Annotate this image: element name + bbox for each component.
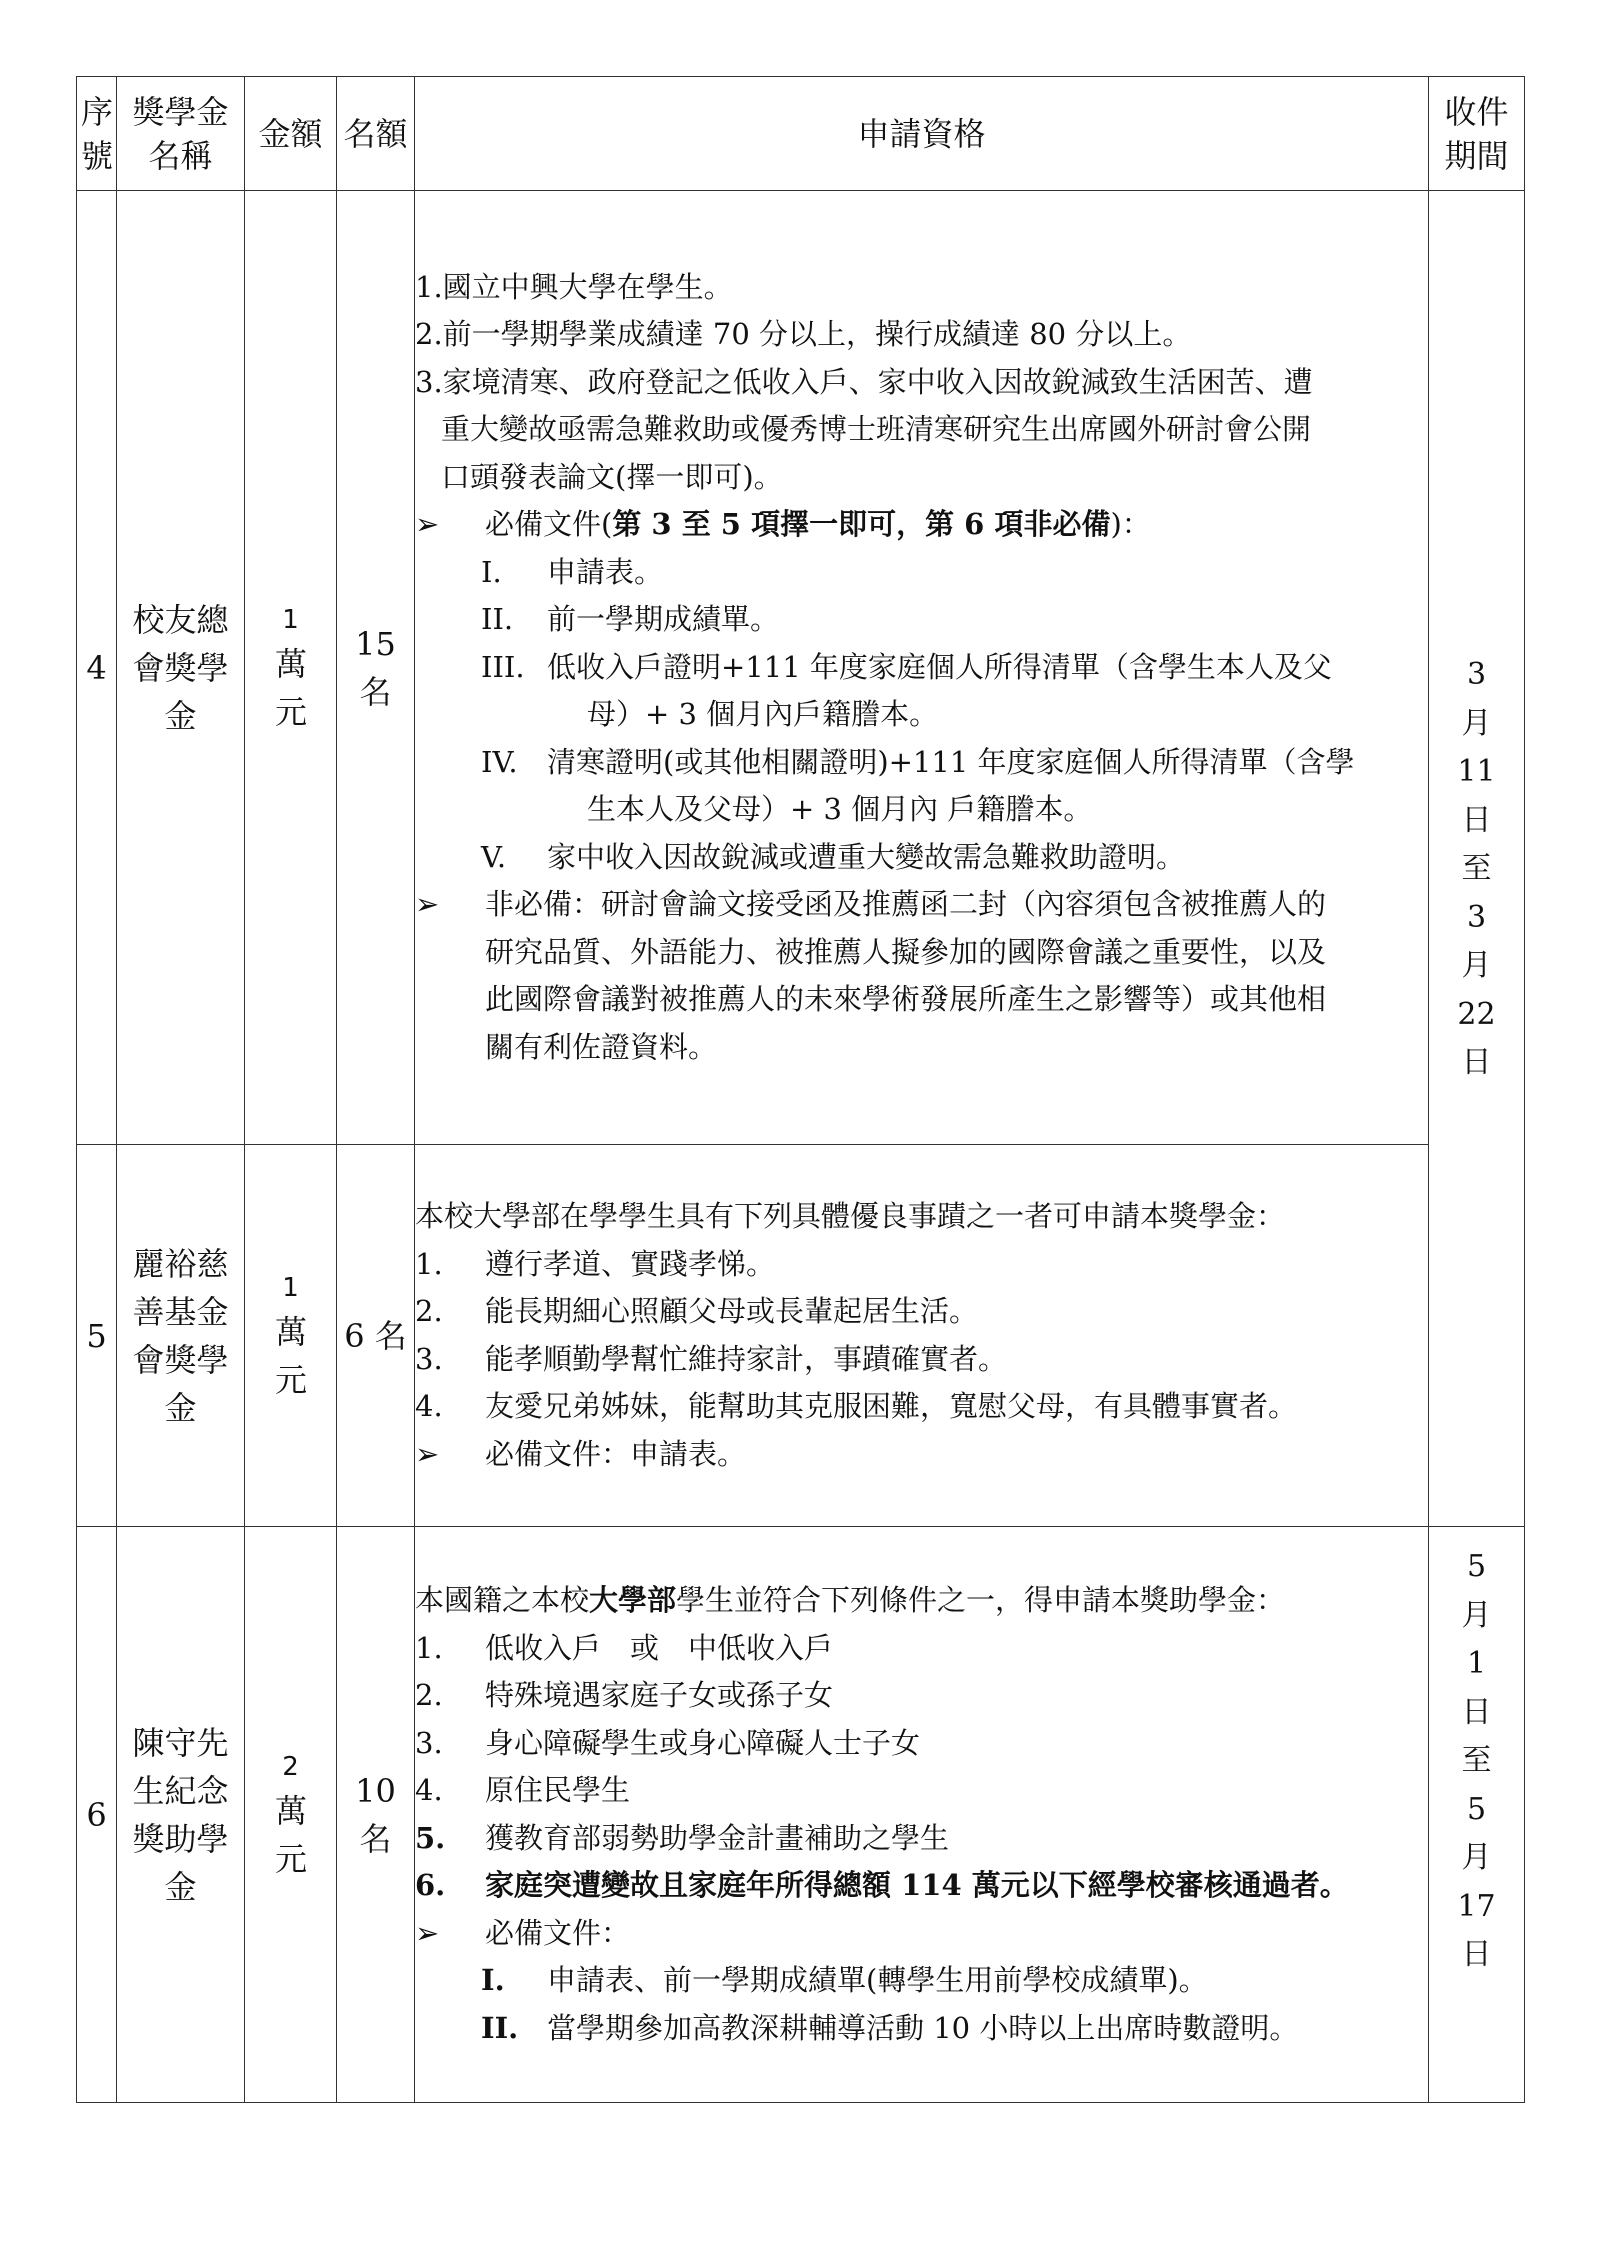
qual-line: 1.國立中興大學在學生。 [415,269,733,304]
optional-docs-line: ➢ 非必備：研討會論文接受函及推薦函二封（內容須包含被推薦人的 [415,881,1428,929]
optional-docs-line: 關有利佐證資料。 [485,1029,718,1064]
qualification-cell [415,1527,1429,2103]
scholarship-name: 麗裕慈善基金會獎學金 [117,1145,245,1527]
list-item: 6. 家庭突遭變故且家庭年所得總額 114 萬元以下經學校審核通過者。 [415,1868,1349,1902]
header-seq: 序號 [77,77,117,191]
list-item-cont: 母）+ 3 個月內戶籍謄本。 [587,697,939,732]
scholarship-name: 校友總會獎學金 [117,191,245,1145]
amount-unit: 萬元 [275,1791,308,1878]
list-item: II. 前一學期成績單。 [481,602,780,637]
optional-docs-line: 此國際會議對被推薦人的未來學術發展所產生之影響等）或其他相 [485,982,1327,1017]
amount-cell [245,1527,337,2103]
list-item-cont: 生本人及父母）+ 3 個月內 戶籍謄本。 [587,792,1093,827]
list-item: I. 申請表、前一學期成績單(轉學生用前學校成績單)。 [481,1963,1208,1997]
required-docs-line: ➢ 必備文件：申請表。 [415,1431,1428,1479]
header-period: 收件期間 [1429,77,1525,191]
row-seq: 4 [77,191,117,1145]
amount-cell [245,191,337,1145]
qualification-cell [415,1145,1429,1527]
row-seq: 5 [77,1145,117,1527]
qual-line: 本國籍之本校大學部學生並符合下列條件之一，得申請本獎助學金： [415,1583,1286,1617]
qual-line: 重大變故亟需急難救助或優秀博士班清寒研究生出席國外研討會公開 [441,412,1312,447]
optional-docs-line: 研究品質、外語能力、被推薦人擬參加的國際會議之重要性，以及 [485,934,1327,969]
list-item: III. 低收入戶證明+111 年度家庭個人所得清單（含學生本人及父 [481,649,1332,684]
arrow-bullet-icon: ➢ [415,1436,440,1471]
quota: 10 名 [337,1527,415,2103]
amount-unit: 萬元 [275,1312,308,1399]
list-item: 1. 遵行孝道、實踐孝悌。 [415,1246,776,1281]
arrow-bullet-icon: ➢ [415,887,440,922]
header-amount: 金額 [245,77,337,191]
required-docs-line: ➢ 必備文件(第 3 至 5 項擇一即可，第 6 項非必備)： [415,501,1428,549]
qualification-cell [415,191,1429,1145]
scholarship-table [76,76,1525,2103]
list-item: 4. 友愛兄弟姊妹，能幫助其克服困難，寬慰父母，有具體事實者。 [415,1389,1298,1423]
list-item: 3. 身心障礙學生或身心障礙人士子女 [415,1725,921,1760]
period-cell: 3 月 11 日 至 3 月 22 日 [1429,191,1525,1527]
arrow-bullet-icon: ➢ [415,1915,440,1950]
list-item: V. 家中收入因故銳減或遭重大變故需急難救助證明。 [481,839,1186,874]
header-row [77,77,1525,191]
header-quota: 名額 [337,77,415,191]
list-item: 1. 低收入戶 或 中低收入戶 [415,1630,834,1665]
row-seq: 6 [77,1527,117,2103]
scholarship-name: 陳守先生紀念獎助學金 [117,1527,245,2103]
qual-line: 2.前一學期學業成績達 70 分以上，操行成績達 80 分以上。 [415,317,1192,352]
period-cell: 5 月 1 日 至 5 月 17 日 [1429,1527,1525,2103]
table-row [77,191,1525,1145]
arrow-bullet-icon: ➢ [415,507,440,542]
amount-number: 2 [282,1751,299,1782]
table-row [77,1527,1525,2103]
required-docs-line: ➢ 必備文件： [415,1910,1428,1958]
list-item: 2. 能長期細心照顧父母或長輩起居生活。 [415,1294,979,1328]
quota: 6 名 [337,1145,415,1527]
qual-line: 口頭發表論文(擇一即可)。 [441,459,783,494]
list-item: I. 申請表。 [481,554,664,589]
qual-line: 本校大學部在學學生具有下列具體優良事蹟之一者可申請本獎學金： [415,1199,1286,1233]
list-item: 3. 能孝順勤學幫忙維持家計，事蹟確實者。 [415,1341,1008,1376]
header-name: 獎學金名稱 [117,77,245,191]
amount-number: 1 [282,604,299,635]
table-row [77,1145,1525,1527]
list-item: IV. 清寒證明(或其他相關證明)+111 年度家庭個人所得清單（含學 [481,744,1355,779]
list-item: 5. 獲教育部弱勢助學金計畫補助之學生 [415,1820,950,1855]
amount-unit: 萬元 [275,644,308,731]
list-item: II. 當學期參加高教深耕輔導活動 10 小時以上出席時數證明。 [481,2010,1299,2045]
list-item: 4. 原住民學生 [415,1773,631,1807]
amount-cell [245,1145,337,1527]
qual-line: 3.家境清寒、政府登記之低收入戶、家中收入因故銳減致生活困苦、遭 [415,364,1313,399]
quota: 15 名 [337,191,415,1145]
list-item: 2. 特殊境遇家庭子女或孫子女 [415,1678,834,1712]
header-qualification: 申請資格 [415,77,1429,191]
amount-number: 1 [282,1272,299,1303]
